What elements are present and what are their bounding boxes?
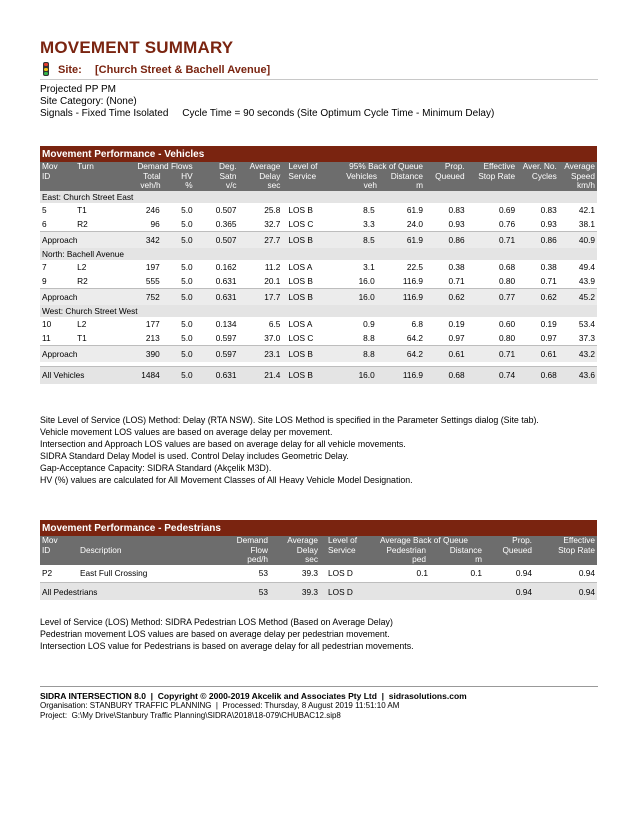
- table-cell: 8.8: [363, 332, 375, 343]
- info-line: Signals - Fixed Time Isolated Cycle Time = 90 seconds (Site Optimum Cycle Time - Minimum Delay): [40, 108, 495, 119]
- info-block: [40, 84, 494, 120]
- approach-row: [40, 345, 597, 362]
- table-cell: 246: [145, 204, 160, 215]
- table-cell: 0.61: [517, 345, 559, 362]
- table-cell: LOS B: [282, 366, 335, 384]
- note-line: Gap-Acceptance Capacity: SIDRA Standard (Akçelik M3D).: [40, 463, 272, 473]
- traffic-light-icon: [43, 62, 49, 76]
- total-row: [40, 583, 597, 601]
- table-cell: L2: [77, 261, 87, 272]
- table-caption: Movement Performance - Pedestrians: [40, 520, 597, 536]
- table-cell: 342: [119, 231, 162, 248]
- table-cell: 5.0: [181, 332, 193, 343]
- table-cell: 39.3: [301, 568, 318, 579]
- approach-row: [40, 231, 597, 248]
- table-cell: 0.83: [540, 204, 557, 215]
- table-cell: 37.0: [264, 332, 281, 343]
- table-cell: 16.0: [335, 366, 377, 384]
- table-cell: 27.7: [239, 231, 283, 248]
- table-cell: 0.1: [416, 568, 428, 579]
- table-cell: 0.71: [540, 275, 557, 286]
- table-cell: LOS B: [282, 231, 335, 248]
- section-row: [40, 191, 597, 203]
- table-cell: P2: [42, 568, 53, 579]
- table-cell: LOS A: [288, 318, 313, 329]
- table-cell: 6.8: [411, 318, 423, 329]
- total-row: [40, 366, 597, 384]
- table-cell: 0.68: [517, 366, 559, 384]
- table-cell: 0.69: [498, 204, 516, 215]
- table-cell: 0.62: [517, 288, 559, 305]
- table-cell: 0.61: [425, 345, 467, 362]
- table-cell: LOS C: [288, 332, 314, 343]
- section-row: [40, 305, 597, 317]
- pedestrian-notes: [40, 616, 414, 652]
- table-cell: 16.0: [335, 288, 377, 305]
- table-cell: 11: [42, 332, 51, 343]
- table-cell: 0.77: [467, 288, 517, 305]
- table-cell: 197: [145, 261, 160, 272]
- table-cell: R2: [77, 275, 88, 286]
- table-cell: 177: [145, 318, 160, 329]
- table-cell: LOS B: [288, 275, 313, 286]
- table-cell: 0.80: [498, 332, 516, 343]
- table-cell: 22.5: [406, 261, 423, 272]
- table-cell: 0.68: [425, 366, 467, 384]
- table-cell: 39.3: [270, 583, 320, 601]
- table-cell: 53.4: [578, 318, 595, 329]
- note-line: Level of Service (LOS) Method: SIDRA Pedestrian LOS Method (Based on Average Delay): [40, 617, 393, 627]
- table-cell: 0.19: [540, 318, 557, 329]
- table-cell: 53: [224, 583, 270, 601]
- table-cell: 116.9: [377, 366, 425, 384]
- table-cell: 0.162: [215, 261, 237, 272]
- table-cell: 8.8: [335, 345, 377, 362]
- table-cell: 752: [119, 288, 162, 305]
- table-cell: 10: [42, 318, 52, 329]
- table-cell: R2: [77, 218, 88, 229]
- table-cell: [374, 583, 430, 601]
- table-cell: 0.597: [195, 345, 239, 362]
- note-line: Site Level of Service (LOS) Method: Delay (RTA NSW). Site LOS Method is specified in the Parameter Settings dialog (Site tab).: [40, 415, 539, 425]
- table-cell: 49.4: [578, 261, 595, 272]
- footer-project: Project: G:\My Drive\Stanbury Traffic Planning\SIDRA\2018\18-079\CHUBAC12.sip8: [40, 711, 341, 720]
- table-row: [40, 565, 597, 583]
- table-cell: All Pedestrians: [40, 583, 224, 601]
- table-cell: 3.3: [363, 218, 375, 229]
- table-cell: 5.0: [162, 288, 195, 305]
- table-cell: 53: [258, 568, 268, 579]
- table-cell: 0.68: [498, 261, 516, 272]
- table-cell: L2: [77, 318, 87, 329]
- section-name: North: Bachell Avenue: [40, 248, 597, 260]
- table-cell: 0.97: [448, 332, 465, 343]
- table-cell: 5.0: [181, 204, 193, 215]
- vehicle-performance-table: [40, 146, 597, 384]
- table-cell: 0.80: [498, 275, 516, 286]
- table-cell: 390: [119, 345, 162, 362]
- section-row: [40, 248, 597, 260]
- table-cell: 5.0: [162, 345, 195, 362]
- table-cell: 32.7: [264, 218, 281, 229]
- info-line: Projected PP PM: [40, 84, 116, 95]
- table-cell: 43.2: [559, 345, 597, 362]
- table-cell: 0.94: [484, 583, 534, 601]
- table-cell: 1484: [119, 366, 162, 384]
- note-line: SIDRA Standard Delay Model is used. Control Delay includes Geometric Delay.: [40, 451, 349, 461]
- table-cell: 38.1: [578, 218, 595, 229]
- table-cell: 5: [42, 204, 47, 215]
- table-cell: 0.597: [215, 332, 237, 343]
- table-cell: 0.94: [515, 568, 532, 579]
- table-cell: 0.507: [215, 204, 237, 215]
- table-cell: 20.1: [264, 275, 281, 286]
- table-cell: T1: [77, 204, 87, 215]
- table-cell: 0.93: [540, 218, 557, 229]
- table-cell: 0.631: [195, 366, 239, 384]
- table-cell: 555: [145, 275, 160, 286]
- table-cell: 9: [42, 275, 47, 286]
- table-cell: 45.2: [559, 288, 597, 305]
- table-cell: 61.9: [377, 231, 425, 248]
- table-cell: 43.9: [578, 275, 595, 286]
- table-cell: 0.83: [448, 204, 465, 215]
- table-cell: 0.97: [540, 332, 557, 343]
- table-cell: 0.365: [215, 218, 237, 229]
- table-cell: LOS C: [288, 218, 314, 229]
- table-cell: 0.60: [498, 318, 516, 329]
- table-cell: LOS D: [320, 583, 374, 601]
- table-cell: Approach: [40, 288, 119, 305]
- table-cell: 17.7: [239, 288, 283, 305]
- table-cell: 0.76: [498, 218, 516, 229]
- note-line: Vehicle movement LOS values are based on average delay per movement.: [40, 427, 333, 437]
- table-cell: 0.86: [517, 231, 559, 248]
- table-cell: 213: [145, 332, 160, 343]
- table-cell: All Vehicles: [40, 366, 119, 384]
- table-cell: 11.2: [264, 261, 281, 272]
- table-cell: 0.134: [215, 318, 237, 329]
- table-cell: 0.93: [448, 218, 465, 229]
- table-cell: [430, 583, 484, 601]
- footer-copyright: SIDRA INTERSECTION 8.0 | Copyright © 2000-2019 Akcelik and Associates Pty Ltd | sidrasolutions.com: [40, 691, 467, 701]
- pedestrian-performance-table: [40, 520, 597, 600]
- table-cell: 42.1: [578, 204, 595, 215]
- table-cell: 24.0: [406, 218, 423, 229]
- table-cell: LOS B: [288, 204, 313, 215]
- table-cell: 64.2: [406, 332, 423, 343]
- table-cell: 0.86: [425, 231, 467, 248]
- note-line: HV (%) values are calculated for All Movement Classes of All Heavy Vehicle Model Designation.: [40, 475, 413, 485]
- table-cell: 0.19: [448, 318, 465, 329]
- table-cell: 8.5: [363, 204, 375, 215]
- table-cell: 23.1: [239, 345, 283, 362]
- table-cell: 0.71: [467, 345, 517, 362]
- table-row: [40, 317, 597, 331]
- table-row: [40, 274, 597, 289]
- table-cell: 3.1: [363, 261, 375, 272]
- table-header: Mov ID Description Demand Flow ped/h Average Delay sec Level of Service Average Back of Queue Pedestrian Distance ped m Prop. Queued Effective Stop Rate: [42, 535, 595, 564]
- table-header: Mov ID Turn Demand Flows Total HV veh/h % Deg. Satn v/c Average Delay sec Level of Service 95% Back of Queue Vehicles Distance veh m Prop. Queued Effective Stop Rate Aver. No. Cycles Average Speed km/h: [42, 161, 595, 190]
- table-cell: T1: [77, 332, 87, 343]
- table-row: [40, 217, 597, 232]
- table-cell: LOS B: [282, 345, 335, 362]
- table-cell: 0.38: [540, 261, 557, 272]
- table-cell: 21.4: [239, 366, 283, 384]
- table-cell: LOS D: [328, 568, 353, 579]
- table-cell: 40.9: [559, 231, 597, 248]
- table-cell: LOS A: [288, 261, 313, 272]
- table-cell: 16.0: [358, 275, 375, 286]
- table-cell: 5.0: [162, 231, 195, 248]
- table-cell: 0.631: [195, 288, 239, 305]
- section-name: West: Church Street West: [40, 305, 597, 317]
- table-cell: 0.38: [448, 261, 465, 272]
- table-row: [40, 260, 597, 274]
- note-line: Pedestrian movement LOS values are based on average delay per pedestrian movement.: [40, 629, 390, 639]
- table-cell: LOS B: [282, 288, 335, 305]
- note-line: Intersection and Approach LOS values are based on average delay for all vehicle movements.: [40, 439, 406, 449]
- table-cell: 43.6: [559, 366, 597, 384]
- table-cell: 8.5: [335, 231, 377, 248]
- table-cell: 5.0: [181, 318, 193, 329]
- table-cell: 116.9: [402, 275, 423, 286]
- table-cell: Approach: [40, 231, 119, 248]
- table-cell: 0.1: [470, 568, 482, 579]
- table-cell: 5.0: [181, 261, 193, 272]
- vehicle-notes: [40, 414, 539, 486]
- table-cell: 0.9: [363, 318, 375, 329]
- table-cell: 25.8: [264, 204, 281, 215]
- section-name: East: Church Street East: [40, 191, 597, 203]
- table-cell: 116.9: [377, 288, 425, 305]
- table-cell: 0.507: [195, 231, 239, 248]
- table-row: [40, 203, 597, 217]
- table-cell: East Full Crossing: [80, 568, 148, 579]
- table-cell: Approach: [40, 345, 119, 362]
- site-header: [40, 62, 598, 80]
- page-title: MOVEMENT SUMMARY: [40, 38, 234, 57]
- approach-row: [40, 288, 597, 305]
- table-cell: 6.5: [268, 318, 281, 329]
- footer: [40, 686, 598, 721]
- table-cell: 0.94: [534, 583, 597, 601]
- table-cell: 0.94: [578, 568, 595, 579]
- table-cell: 61.9: [406, 204, 423, 215]
- info-line: Site Category: (None): [40, 96, 137, 107]
- table-cell: 0.71: [448, 275, 465, 286]
- footer-organisation: Organisation: STANBURY TRAFFIC PLANNING | Processed: Thursday, 8 August 2019 11:51:10 AM: [40, 701, 400, 710]
- table-caption: Movement Performance - Vehicles: [40, 146, 597, 162]
- table-cell: 0.62: [425, 288, 467, 305]
- table-cell: 96: [150, 218, 160, 229]
- table-row: [40, 331, 597, 346]
- table-cell: 64.2: [377, 345, 425, 362]
- site-name: [Church Street & Bachell Avenue]: [95, 64, 271, 76]
- table-cell: 7: [42, 261, 47, 272]
- table-cell: 0.74: [467, 366, 517, 384]
- table-cell: 37.3: [578, 332, 595, 343]
- table-cell: 0.631: [215, 275, 237, 286]
- table-cell: 0.71: [467, 231, 517, 248]
- table-cell: 5.0: [162, 366, 195, 384]
- table-cell: 5.0: [181, 275, 193, 286]
- site-label: Site:: [58, 64, 82, 76]
- table-cell: 5.0: [181, 218, 193, 229]
- table-cell: 6: [42, 218, 47, 229]
- note-line: Intersection LOS value for Pedestrians is based on average delay for all pedestrian movements.: [40, 641, 414, 651]
